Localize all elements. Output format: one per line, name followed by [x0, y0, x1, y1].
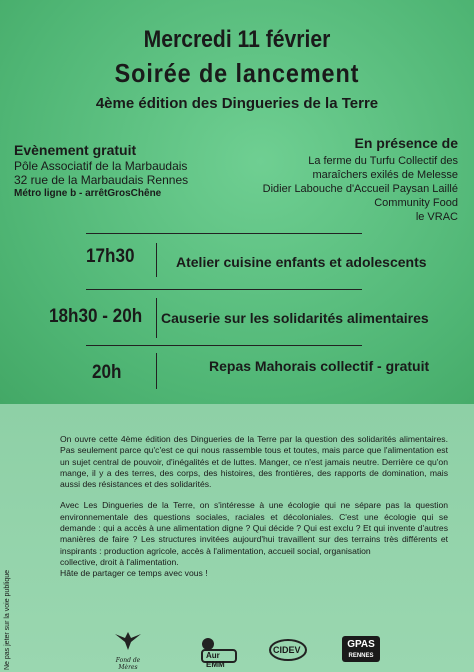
venue-address: 32 rue de la Marbaudais Rennes	[14, 173, 189, 187]
event-date: Mercredi 11 février	[143, 26, 331, 53]
schedule-time: 18h30 - 20h	[49, 306, 143, 327]
fond-de-meres-logo	[106, 630, 150, 671]
disposal-notice: Ne pas jeter sur la voie publique	[4, 569, 11, 670]
cidev-logo	[268, 638, 308, 662]
venue-name: Pôle Associatif de la Marbaudais	[14, 159, 188, 173]
divider	[86, 233, 362, 234]
guests-heading: En présence de	[354, 135, 458, 151]
description	[60, 434, 448, 580]
schedule-time: 17h30	[86, 246, 135, 267]
logo-text: Aur EMM	[206, 651, 225, 669]
transport-info: Métro ligne b - arrêtGrosChêne	[14, 188, 162, 199]
gpas-rennes-logo	[342, 636, 380, 662]
event-title: Soirée de lancement	[114, 58, 360, 88]
logo-text: CIDEV	[273, 645, 301, 655]
guest-line: La ferme du Turfu Collectif des	[308, 155, 458, 167]
divider	[156, 353, 157, 389]
description-paragraph: On ouvre cette 4ème édition des Dingueries de la Terre par la question des solidarités alimentaires. Pas seulement parce qu'c'est ce qui nous rassemble tous et toutes, mais parce que l'alimentation est un sujet central de pouvoir, d'inégalités et de luttes. Manger, ce n'est jamais neutre. Derrière ce qu'on mange, il y a des terres, des corps, des histoires, des frontières, des rapports de domination, mais aussi des résistances et des solidarités.	[60, 434, 448, 490]
aur-emm-logo	[198, 634, 240, 669]
description-paragraph: Avec Les Dingueries de la Terre, on s'intéresse à une écologie qui ne sépare pas la question environnementale des questions sociales, raciales et décoloniales. C'est une écologie qui se demande : qui a accès à une alimentation digne ? Qui décide ? Qui est exclu ? Et qui invente d'autres manières de faire ? Les structures invitées aujourd'hui travaillent sur des terrains très différents et inspirants : production agricole, accès à l'alimentation, accueil social, organisation	[60, 500, 448, 556]
description-line: collective, droit à l'alimentation.	[60, 556, 179, 567]
divider	[86, 345, 362, 346]
free-event-heading: Evènement gratuit	[14, 142, 137, 158]
schedule-time: 20h	[92, 362, 122, 383]
event-subtitle: 4ème édition des Dingueries de la Terre	[95, 95, 379, 112]
divider	[156, 243, 157, 277]
guest-line: Didier Labouche d'Accueil Paysan Laillé	[262, 183, 458, 195]
schedule-activity: Repas Mahorais collectif - gratuit	[209, 358, 430, 374]
divider	[156, 298, 157, 338]
schedule-activity: Atelier cuisine enfants et adolescents	[176, 254, 427, 270]
bird-icon	[113, 630, 143, 652]
guest-line: maraîchers exilés de Melesse	[312, 169, 458, 181]
logo-text: RENNES	[348, 653, 374, 659]
guest-line: Community Food	[374, 197, 458, 209]
divider	[86, 289, 362, 290]
venue-info	[14, 142, 188, 201]
logo-text: GPAS	[347, 639, 375, 650]
description-line: Hâte de partager ce temps avec vous !	[60, 568, 208, 579]
guest-line: le VRAC	[415, 211, 458, 223]
guests-info	[263, 135, 458, 224]
logo-text: Fond de Mères	[115, 657, 141, 671]
schedule-activity: Causerie sur les solidarités alimentaires	[161, 310, 429, 326]
